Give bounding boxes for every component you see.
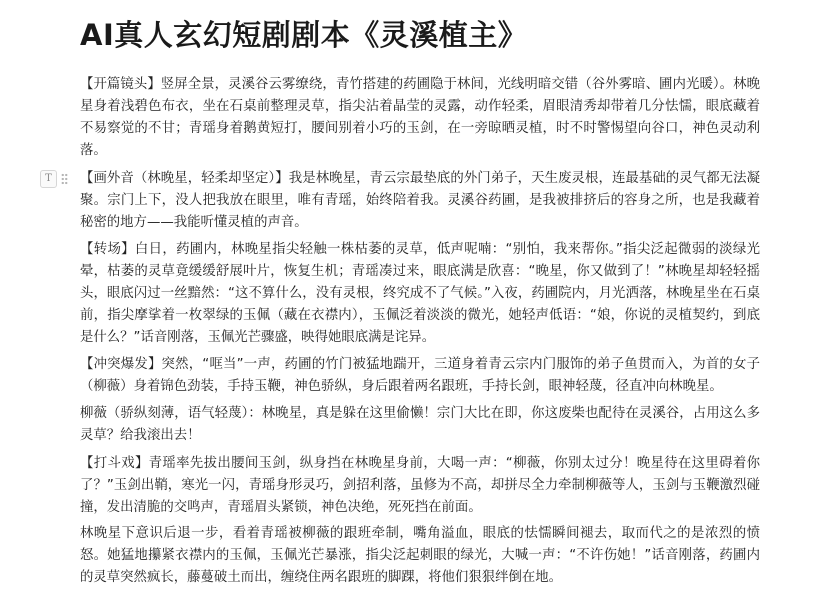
paragraph-transition[interactable]: 【转场】白日，药圃内，林晚星指尖轻触一株枯萎的灵草，低声呢喃：“别怕，我来帮你。”指尖泛起微弱的淡绿光晕，枯萎的灵草竟缓缓舒展叶片，恢复生机；青瑶凑过来，眼底满是欣喜：“晚星，你又做到了！”林晚星却轻轻摇头，眼底闪过一丝黯然：“这不算什么，没有灵根，终究成不了气候。”入夜，药圃院内，月光洒落，林晚星坐在石桌前，指尖摩挲着一枚翠绿的玉佩（藏在衣襟内），玉佩泛着淡淡的微光，她轻声低语：“娘，你说的灵植契约，到底是什么？”话音刚落，玉佩光芒骤盛，映得她眼底满是诧异。 xyxy=(80,242,760,345)
paragraph-linwanxing-awakening[interactable]: 林晚星下意识后退一步，看着青瑶被柳薇的跟班牵制，嘴角溢血，眼底的怯懦瞬间褪去，取而代之的是浓烈的愤怒。她猛地攥紧衣襟内的玉佩，玉佩光芒暴涨，指尖泛起刺眼的绿光，大喊一声：“不许伤她！”话音刚落，药圃内的灵草突然疯长，藤蔓破土而出，缠绕住两名跟班的脚踝，将他们狠狠绊倒在地。 xyxy=(80,526,760,585)
paragraph-conflict[interactable]: 【冲突爆发】突然，“哐当”一声，药圃的竹门被猛地踹开，三道身着青云宗内门服饰的弟子鱼贯而入，为首的女子（柳薇）身着锦色劲装，手持玉鞭，神色骄纵，身后跟着两名跟班，手持长剑，眼神轻蔑，径直冲向林晚星。 xyxy=(80,357,760,394)
paragraph-opening-shot[interactable]: 【开篇镜头】竖屏全景，灵溪谷云雾缭绕，青竹搭建的药圃隐于林间，光线明暗交错（谷外雾暗、圃内光暖）。林晚星身着浅碧色布衣，坐在石桌前整理灵草，指尖沾着晶莹的灵露，动作轻柔，眉眼清秀却带着几分怯懦，眼底藏着不易察觉的不甘；青瑶身着鹅黄短打，腰间别着小巧的玉剑，在一旁晾晒灵植，时不时警惕望向谷口，神色灵动利落。 xyxy=(80,77,760,158)
drag-handle-icon[interactable] xyxy=(61,173,68,185)
paragraph-fight-scene[interactable]: 【打斗戏】青瑶率先拔出腰间玉剑，纵身挡在林晚星身前，大喝一声：“柳薇，你别太过分！晚星待在这里碍着你了？”玉剑出鞘，寒光一闪，青瑶身形灵巧，剑招利落，虽修为不高，却拼尽全力牵制柳薇等人，玉剑与玉鞭激烈碰撞，发出清脆的交鸣声，青瑶眉头紧锁，神色决绝，死死挡在前面。 xyxy=(80,456,760,515)
paragraph-liuwei-dialogue[interactable]: 柳薇（骄纵刻薄，语气轻蔑）：林晚星，真是躲在这里偷懒！宗门大比在即，你这废柴也配待在灵溪谷，占用这么多灵草？给我滚出去！ xyxy=(80,406,760,443)
document-title[interactable]: AI真人玄幻短剧剧本《灵溪植主》 xyxy=(80,18,528,52)
block-toolbar xyxy=(40,170,68,188)
text-type-icon[interactable]: T xyxy=(40,170,57,188)
paragraph-voiceover[interactable]: 【画外音（林晚星，轻柔却坚定）】我是林晚星，青云宗最垫底的外门弟子，天生废灵根，连最基础的灵气都无法凝聚。宗门上下，没人把我放在眼里，唯有青瑶，始终陪着我。灵溪谷药圃，是我被排挤后的容身之所，也是我藏着秘密的地方——我能听懂灵植的声音。 xyxy=(80,171,760,230)
